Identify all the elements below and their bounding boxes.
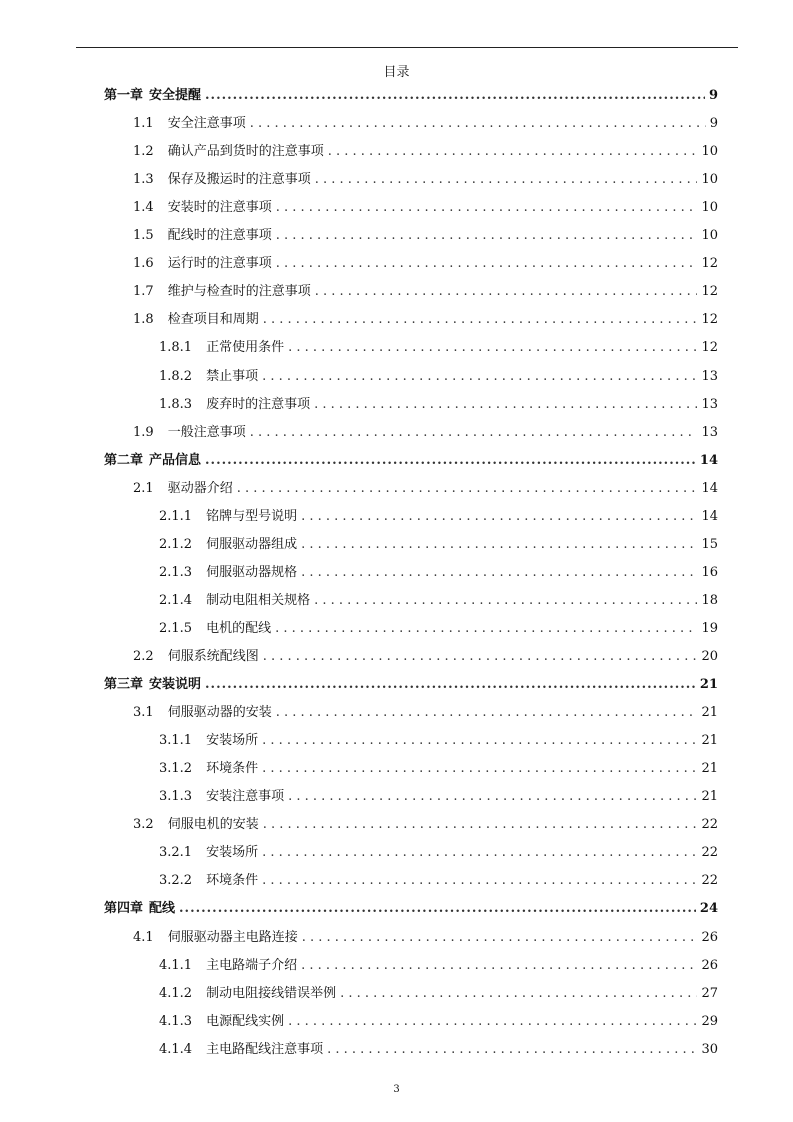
toc-entry-title: 维护与检查时的注意事项 — [167, 284, 311, 300]
toc-leader-dots — [301, 509, 697, 524]
toc-leader-dots — [205, 677, 696, 692]
toc-entry-page: 13 — [701, 368, 718, 384]
toc-entry-number: 1.5 — [133, 228, 154, 244]
toc-entry-title: 安装说明 — [149, 677, 202, 693]
toc-entry-page: 22 — [701, 817, 718, 833]
toc-section-entry[interactable] — [104, 168, 718, 186]
toc-subsection-entry[interactable] — [104, 533, 718, 551]
toc-entry-title: 电机的配线 — [206, 620, 272, 636]
toc-entry-number: 第二章 — [104, 452, 144, 468]
toc-leader-dots — [237, 481, 698, 496]
toc-entry-page: 22 — [701, 845, 718, 861]
toc-entry-number: 3.2.1 — [159, 845, 193, 861]
toc-entry-page: 27 — [701, 985, 718, 1001]
toc-subsection-entry[interactable] — [104, 1010, 718, 1028]
toc-entry-number: 2.1.3 — [159, 564, 193, 580]
toc-entry-title: 伺服驱动器规格 — [206, 564, 298, 580]
toc-leader-dots — [328, 144, 698, 159]
toc-entry-number: 2.1.1 — [159, 508, 193, 524]
toc-entry-title: 制动电阻接线错误举例 — [206, 985, 337, 1001]
toc-subsection-entry[interactable] — [104, 505, 718, 523]
toc-leader-dots — [262, 873, 697, 888]
toc-entry-title: 安装场所 — [206, 733, 259, 749]
toc-leader-dots — [302, 930, 698, 945]
toc-entry-number: 3.2 — [133, 817, 154, 833]
toc-leader-dots — [288, 789, 697, 804]
toc-leader-dots — [262, 845, 697, 860]
toc-entry-number: 2.1.2 — [159, 536, 193, 552]
toc-subsection-entry[interactable] — [104, 785, 718, 803]
toc-leader-dots — [262, 761, 697, 776]
toc-entry-title: 安装场所 — [206, 845, 259, 861]
page-number: 3 — [393, 1084, 400, 1095]
toc-entry-title: 禁止事项 — [206, 368, 259, 384]
toc-leader-dots — [275, 621, 697, 636]
toc-subsection-entry[interactable] — [104, 757, 718, 775]
toc-entry-page: 21 — [701, 705, 718, 721]
toc-subsection-entry[interactable] — [104, 393, 718, 411]
toc-entry-title: 安全注意事项 — [167, 116, 246, 132]
toc-subsection-entry[interactable] — [104, 841, 718, 859]
toc-entry-title: 检查项目和周期 — [167, 312, 259, 328]
toc-section-entry[interactable] — [104, 926, 718, 944]
toc-chapter-entry[interactable] — [104, 897, 718, 915]
toc-leader-dots — [315, 284, 698, 299]
toc-entry-number: 3.1.2 — [159, 761, 193, 777]
toc-entry-page: 13 — [701, 424, 718, 440]
toc-entry-title: 保存及搬运时的注意事项 — [167, 172, 311, 188]
toc-entry-number: 4.1.1 — [159, 957, 193, 973]
toc-entry-number: 1.3 — [133, 172, 154, 188]
toc-entry-number: 1.8.3 — [159, 396, 193, 412]
toc-subsection-entry[interactable] — [104, 336, 718, 354]
toc-leader-dots — [276, 200, 698, 215]
toc-entry-page: 14 — [701, 508, 718, 524]
toc-leader-dots — [205, 453, 696, 468]
toc-entry-page: 26 — [701, 929, 718, 945]
toc-leader-dots — [314, 397, 697, 412]
toc-entry-number: 1.2 — [133, 144, 154, 160]
toc-leader-dots — [327, 1042, 697, 1057]
toc-entry-title: 安全提醒 — [149, 88, 202, 103]
toc-entry-number: 第一章 — [104, 88, 144, 103]
toc-section-entry[interactable] — [104, 813, 718, 831]
toc-entry-title: 主电路配线注意事项 — [206, 1041, 324, 1057]
toc-subsection-entry[interactable] — [104, 365, 718, 383]
toc-entry-number: 2.1.5 — [159, 620, 193, 636]
toc-entry-number: 3.1 — [133, 705, 154, 721]
toc-section-entry[interactable] — [104, 280, 718, 298]
toc-entry-page: 12 — [701, 256, 718, 272]
toc-entry-title: 制动电阻相关规格 — [206, 592, 311, 608]
toc-entry-title: 伺服驱动器主电路连接 — [167, 929, 298, 945]
toc-entry-number: 3.1.3 — [159, 789, 193, 805]
toc-leader-dots — [250, 425, 698, 440]
toc-subsection-entry[interactable] — [104, 729, 718, 747]
toc-entry-number: 4.1.4 — [159, 1041, 193, 1057]
toc-entry-page: 12 — [701, 284, 718, 300]
toc-entry-title: 确认产品到货时的注意事项 — [167, 144, 324, 160]
toc-subsection-entry[interactable] — [104, 869, 718, 887]
toc-section-entry[interactable] — [104, 140, 718, 158]
toc-leader-dots — [262, 369, 697, 384]
toc-entry-number: 1.6 — [133, 256, 154, 272]
toc-entry-number: 2.1.4 — [159, 592, 193, 608]
toc-entry-page: 13 — [701, 396, 718, 412]
toc-entry-page: 18 — [701, 592, 718, 608]
toc-chapter-entry[interactable] — [104, 449, 718, 467]
toc-entry-title: 废弃时的注意事项 — [206, 396, 311, 412]
toc-entry-page: 15 — [701, 536, 718, 552]
toc-entry-number: 4.1.3 — [159, 1013, 193, 1029]
toc-subsection-entry[interactable] — [104, 561, 718, 579]
toc-leader-dots — [314, 593, 697, 608]
toc-entry-title: 配线 — [149, 901, 176, 917]
toc-subsection-entry[interactable] — [104, 1038, 718, 1056]
toc-leader-dots — [263, 649, 698, 664]
toc-entry-title: 电源配线实例 — [206, 1013, 285, 1029]
toc-entry-number: 第三章 — [104, 677, 144, 693]
toc-subsection-entry[interactable] — [104, 617, 718, 635]
toc-leader-dots — [315, 172, 698, 187]
toc-entry-number: 1.8.1 — [159, 340, 193, 356]
toc-leader-dots — [301, 958, 697, 973]
toc-entry-page: 20 — [701, 649, 718, 664]
toc-entry-title: 产品信息 — [149, 452, 202, 468]
toc-leader-dots — [263, 817, 698, 832]
toc-entry-number: 2.1 — [133, 480, 154, 496]
toc-entry-page: 24 — [699, 901, 718, 917]
toc-leader-dots — [262, 733, 697, 748]
toc-chapter-entry[interactable] — [104, 673, 718, 691]
toc-leader-dots — [276, 256, 698, 271]
toc-entry-page: 21 — [701, 733, 718, 749]
toc-entry-page: 16 — [701, 564, 718, 580]
toc-subsection-entry[interactable] — [104, 589, 718, 607]
toc-entry-title: 安装注意事项 — [206, 789, 285, 805]
toc-entry-page: 22 — [701, 873, 718, 889]
toc-entry-page: 14 — [699, 452, 718, 468]
toc-entry-title: 伺服驱动器组成 — [206, 536, 298, 552]
toc-section-entry[interactable] — [104, 112, 718, 130]
toc-leader-dots — [301, 537, 697, 552]
toc-entry-page: 10 — [701, 144, 718, 160]
toc-entry-title: 环境条件 — [206, 873, 259, 889]
toc-leader-dots — [250, 116, 706, 131]
toc-entry-number: 1.8.2 — [159, 368, 193, 384]
toc-entry-page: 21 — [699, 677, 718, 693]
toc-entry-page: 10 — [701, 200, 718, 216]
toc-leader-dots — [288, 1014, 697, 1029]
toc-entry-page: 29 — [701, 1013, 718, 1029]
toc-leader-dots — [205, 88, 705, 103]
toc-entry-page: 9 — [709, 116, 718, 132]
toc-entry-title: 伺服电机的安装 — [167, 817, 259, 833]
toc-entry-number: 1.7 — [133, 284, 154, 300]
toc-entry-title: 正常使用条件 — [206, 340, 285, 356]
toc-subsection-entry[interactable] — [104, 954, 718, 972]
toc-entry-number: 3.1.1 — [159, 733, 193, 749]
toc-entry-title: 伺服系统配线图 — [167, 649, 259, 664]
toc-section-entry[interactable] — [104, 196, 718, 214]
toc-entry-number: 3.2.2 — [159, 873, 193, 889]
toc-entry-title: 配线时的注意事项 — [167, 228, 272, 244]
toc-section-entry[interactable] — [104, 224, 718, 242]
toc-section-entry[interactable] — [104, 421, 718, 439]
toc-entry-page: 10 — [701, 172, 718, 188]
toc-entry-page: 9 — [708, 88, 718, 103]
toc-entry-number: 1.9 — [133, 424, 154, 440]
toc-entry-number: 第四章 — [104, 901, 144, 917]
toc-entry-title: 安装时的注意事项 — [167, 200, 272, 216]
toc-entry-number: 4.1.2 — [159, 985, 193, 1001]
toc-leader-dots — [276, 228, 698, 243]
toc-entry-number: 1.1 — [133, 116, 154, 132]
toc-title: 目录 — [383, 65, 410, 80]
toc-leader-dots — [340, 986, 697, 1001]
toc-subsection-entry[interactable] — [104, 982, 718, 1000]
toc-entry-title: 驱动器介绍 — [167, 480, 233, 496]
header-rule — [76, 47, 738, 48]
toc-chapter-entry[interactable] — [104, 84, 718, 102]
toc-entry-title: 环境条件 — [206, 761, 259, 777]
toc-leader-dots — [179, 901, 696, 916]
toc-entry-page: 21 — [701, 761, 718, 777]
toc-section-entry[interactable] — [104, 645, 718, 663]
toc-entry-page: 30 — [701, 1041, 718, 1057]
toc-entry-title: 伺服驱动器的安装 — [167, 705, 272, 721]
toc-entry-page: 12 — [701, 340, 718, 356]
toc-leader-dots — [276, 705, 698, 720]
toc-entry-title: 主电路端子介绍 — [206, 957, 298, 973]
toc-leader-dots — [288, 340, 697, 355]
toc-entry-number: 4.1 — [133, 929, 154, 945]
toc-entry-page: 10 — [701, 228, 718, 244]
toc-leader-dots — [301, 565, 697, 580]
toc-section-entry[interactable] — [104, 308, 718, 326]
toc-entry-page: 26 — [701, 957, 718, 973]
toc-entry-number: 1.8 — [133, 312, 154, 328]
toc-entry-title: 铭牌与型号说明 — [206, 508, 298, 524]
toc-entry-title: 一般注意事项 — [167, 424, 246, 440]
toc-section-entry[interactable] — [104, 477, 718, 495]
toc-entry-page: 19 — [701, 620, 718, 636]
toc-entry-number: 2.2 — [133, 649, 154, 664]
toc-section-entry[interactable] — [104, 252, 718, 270]
toc-entry-page: 14 — [701, 480, 718, 496]
toc-entry-page: 12 — [701, 312, 718, 328]
toc-leader-dots — [263, 312, 698, 327]
toc-section-entry[interactable] — [104, 701, 718, 719]
toc-entry-page: 21 — [701, 789, 718, 805]
toc-entry-number: 1.4 — [133, 200, 154, 216]
toc-entry-title: 运行时的注意事项 — [167, 256, 272, 272]
